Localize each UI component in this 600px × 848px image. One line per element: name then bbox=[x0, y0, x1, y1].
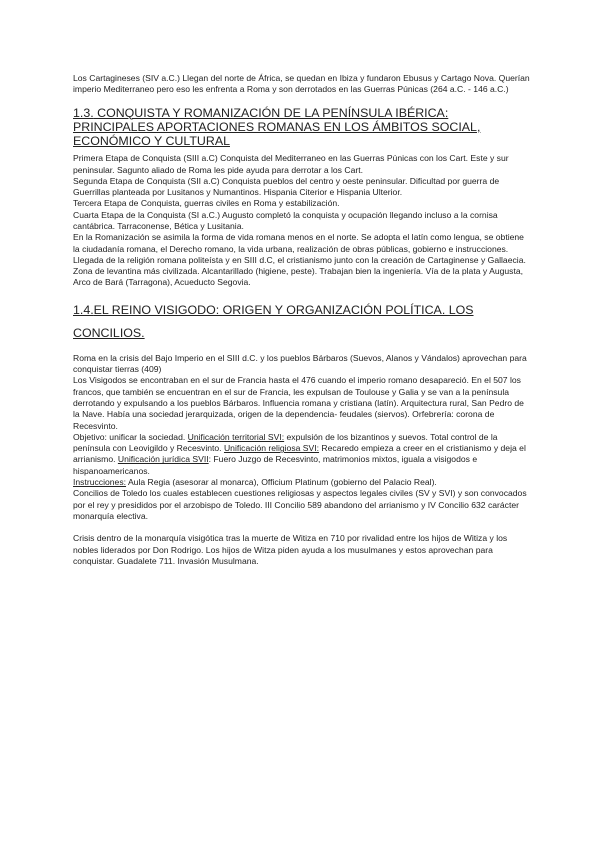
barbarian-paragraph: Roma en la crisis del Bajo Imperio en el SIII d.C. y los pueblos Bárbaros (Suevos, Alanos y Vándalos) aprovechan para conquistar tierras (409) bbox=[73, 352, 527, 375]
territorial-unification-label: Unificación territorial SVI: bbox=[187, 431, 285, 442]
section-1-4-title: EL REINO VISIGODO: ORIGEN Y ORGANIZACIÓN POLÍTICA. LOS CONCILIOS. bbox=[73, 302, 474, 340]
document-page bbox=[73, 73, 531, 567]
romanization-paragraph: En la Romanización se asimila la forma de vida romana menos en el norte. Se adopta el latín como lengua, se obtiene la ciudadanía romana, el Derecho romano, la vida urbana, realización de obras públicas, gobierno e instrucciones. Llegada de la religión romana politeísta y en SIII d.C, el cristianismo junto con la creación de Cartaginense y Gallaecia. Zona de levantina más civilizada. Alcantarillado (higiene, peste). Trabajan bien la ingeniería. Vía de la plata y Augusta, Arco de Bará (Tarragona), Acueducto Segovia. bbox=[73, 232, 526, 288]
visigoths-paragraph: Los Visigodos se encontraban en el sur de Francia hasta el 476 cuando el imperio romano desapareció. En el 507 los francos, que también se encuentran en el sur de Francia, les expulsan de Toulouse y Galia y se van a la península derrotando y expulsando a los pueblos Bárbaros. Influencia romana y cristiana (latín). Arquitectura rural, San Pedro de la Nave. Había una sociedad jerarquizada, origen de la dependencia- feudales (siervos). Orfebrería: corona de Recesvinto. bbox=[73, 375, 524, 431]
religious-unification-text: Recaredo empieza a creer en el cristianismo y deja el arrianismo. bbox=[73, 443, 526, 465]
councils-paragraph: Concilios de Toledo los cuales establecen cuestiones religiosas y aspectos legales civiles (SV y SVI) y son convocados por el rey y presididos por el arzobispo de Toledo. III Concilio 589 abandono del arrianismo y IV Concilio 632 carácter monarquía electiva. bbox=[73, 488, 527, 521]
stage-2-paragraph: Segunda Etapa de Conquista (SII a.C) Conquista pueblos del centro y oeste peninsular. Dificultad por guerra de Guerrillas planteada por Lusitanos y Numantinos. Hispania Citerior e Hispania Ulterior. bbox=[73, 175, 500, 198]
crisis-paragraph: Crisis dentro de la monarquía visigótica tras la muerte de Witiza en 710 por rivalidad entre los hijos de Witiza y los nobles liderados por Don Rodrigo. Los hijos de Witza piden ayuda a los musulmanes y estos aprovechan para conquistar. Guadalete 711. Invasión Musulmana. bbox=[73, 533, 508, 566]
legal-unification-text: : Fuero Juzgo de Recesvinto, matrimonios mixtos, iguala a visigodos e hispanoamericanos. bbox=[73, 454, 478, 476]
territorial-unification-text: expulsión de los bizantinos y suevos. Total control de la península con Leovigildo y Recesvinto. bbox=[73, 431, 498, 454]
section-1-4-heading bbox=[73, 299, 531, 345]
section-1-3-number: 1.3. bbox=[73, 105, 94, 120]
institutions-paragraph bbox=[73, 477, 531, 488]
institutions-label: Instrucciones: bbox=[73, 477, 127, 488]
stage-4-paragraph: Cuarta Etapa de la Conquista (SI a.C.) Augusto completó la conquista y ocupación llegando incluso a la cornisa cantábrica. Tarraconense, Bética y Lusitania. bbox=[73, 209, 498, 231]
legal-unification-label: Unificación jurídica SVII bbox=[117, 454, 209, 465]
institutions-text: Aula Regia (asesorar al monarca), Officium Platinum (gobierno del Palacio Real). bbox=[126, 477, 437, 488]
paragraph-gap bbox=[73, 522, 531, 533]
section-1-3-title: CONQUISTA Y ROMANIZACIÓN DE LA PENÍNSULA IBÉRICA: PRINCIPALES APORTACIONES ROMANAS EN LOS ÁMBITOS SOCIAL, ECONÓMICO Y CULTURAL bbox=[73, 105, 481, 148]
religious-unification-label: Unificación religiosa SVI: bbox=[223, 443, 320, 454]
section-1-4-number: 1.4. bbox=[73, 302, 94, 317]
stage-1-paragraph: Primera Etapa de Conquista (SIII a.C) Conquista del Mediterraneo en las Guerras Púnicas con los Cart. Este y sur peninsular. Sagunto aliado de Roma les pide ayuda para derrotar a los Cart. bbox=[73, 153, 509, 175]
unification-objective-text: Objetivo: unificar la sociedad. bbox=[73, 431, 188, 442]
section-1-3-heading bbox=[73, 106, 531, 149]
stage-3-paragraph: Tercera Etapa de Conquista, guerras civiles en Roma y estabilización. bbox=[73, 198, 340, 209]
intro-paragraph: Los Cartagineses (SIV a.C.) Llegan del norte de África, se quedan en Ibiza y fundaron Ebusus y Cartago Nova. Querían imperio Mediterraneo pero eso les enfrenta a Roma y son derrotados en las Guerras Púnicas (264 a.C. - 146 a.C.) bbox=[73, 73, 530, 95]
unification-paragraph bbox=[73, 432, 531, 477]
